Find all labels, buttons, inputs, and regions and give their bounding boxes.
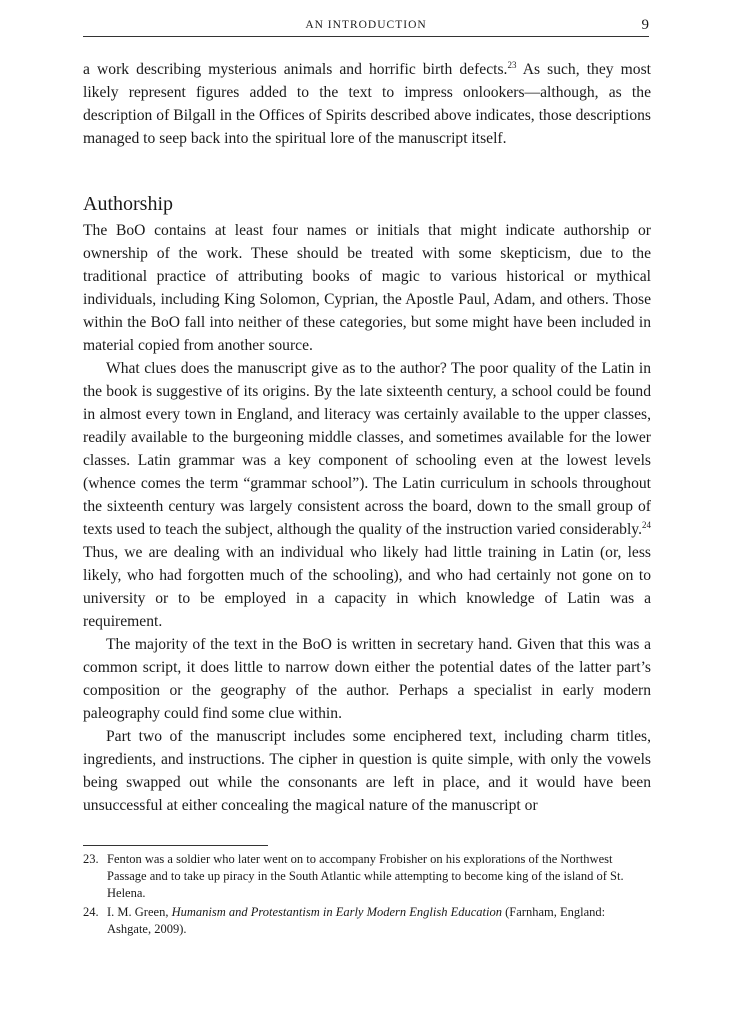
note-ref-24[interactable]: 24 [642, 519, 651, 530]
opening-text-a: a work describing mysterious animals and horrific birth defects. [83, 61, 508, 78]
paragraph-4: Part two of the manuscript includes some enciphered text, including charm titles, ingredients, and instructions. The cipher in question is quite simple, with only the vowels being swapped out while the consonants are left in place, and it would have been unsuccessful at either concealing the magical nature of the manuscript or [83, 728, 651, 814]
footnote-text: Fenton was a soldier who later went on to accompany Frobisher on his explorations of the Northwest Passage and to take up piracy in the South Atlantic while attempting to become king of the island of St. Helena. [107, 852, 624, 900]
opening-paragraph-text [83, 58, 651, 150]
footnote-23 [83, 851, 651, 902]
running-head [83, 18, 649, 37]
footnote-text-b: (Farnham, England: Ashgate, 2009). [107, 905, 606, 936]
paragraph-1: The BoO contains at least four names or initials that might indicate authorship or ownership of the work. These should be treated with some skepticism, due to the traditional practice of attributing books of magic to various historical or mythical individuals, including King Solomon, Cyprian, the Apostle Paul, Adam, and others. Those within the BoO fall into neither of these categories, but some might have been included in material copied from another source. [83, 222, 651, 354]
paragraph-3: The majority of the text in the BoO is written in secretary hand. Given that this was a common script, it does little to narrow down either the potential dates of the latter part’s composition or the geography of the author. Perhaps a specialist in early modern paleography could find some clue within. [83, 636, 651, 722]
paragraph-2-text-a: What clues does the manuscript give as to the author? The poor quality of the Latin in the book is suggestive of its origins. By the late sixteenth century, a school could be found in almost every town in England, and literacy was certainly available to the upper classes, readily available to the burgeoning middle classes, and sometimes available for the lower classes. Latin grammar was a key component of schooling even at the lowest levels (whence comes the term “grammar school”). The Latin curriculum in schools throughout the sixteenth century was largely consistent across the board, down to the small group of texts used to teach the subject, although the quality of the instruction varied considerably. [83, 360, 651, 538]
opening-paragraph [83, 58, 651, 150]
footnote-number: 23. [83, 852, 99, 866]
footnote-text-a: I. M. Green, [107, 905, 172, 919]
footnote-divider [83, 845, 268, 846]
note-ref-23[interactable]: 23 [507, 59, 517, 70]
running-head-title: AN INTRODUCTION [305, 19, 427, 31]
paragraph-2 [83, 357, 651, 633]
section-heading: Authorship [83, 193, 173, 215]
footnote-24 [83, 904, 651, 938]
page-number: 9 [641, 17, 649, 33]
footnote-book-title: Humanism and Protestantism in Early Modern English Education [171, 905, 502, 919]
footnotes [83, 851, 651, 940]
authorship-section [83, 219, 651, 817]
footnote-number: 24. [83, 905, 99, 919]
paragraph-2-text-b: Thus, we are dealing with an individual who likely had little training in Latin (or, less likely, who had forgotten much of the schooling), and who had certainly not gone on to university or to be employed in a capacity in which knowledge of Latin was a requirement. [83, 544, 651, 630]
opening-text-b: As such, they most likely represent figures added to the text to impress onlookers—although, as the description of Bilgall in the Offices of Spirits described above indicates, those descriptions managed to seep back into the spiritual lore of the manuscript itself. [83, 61, 651, 147]
